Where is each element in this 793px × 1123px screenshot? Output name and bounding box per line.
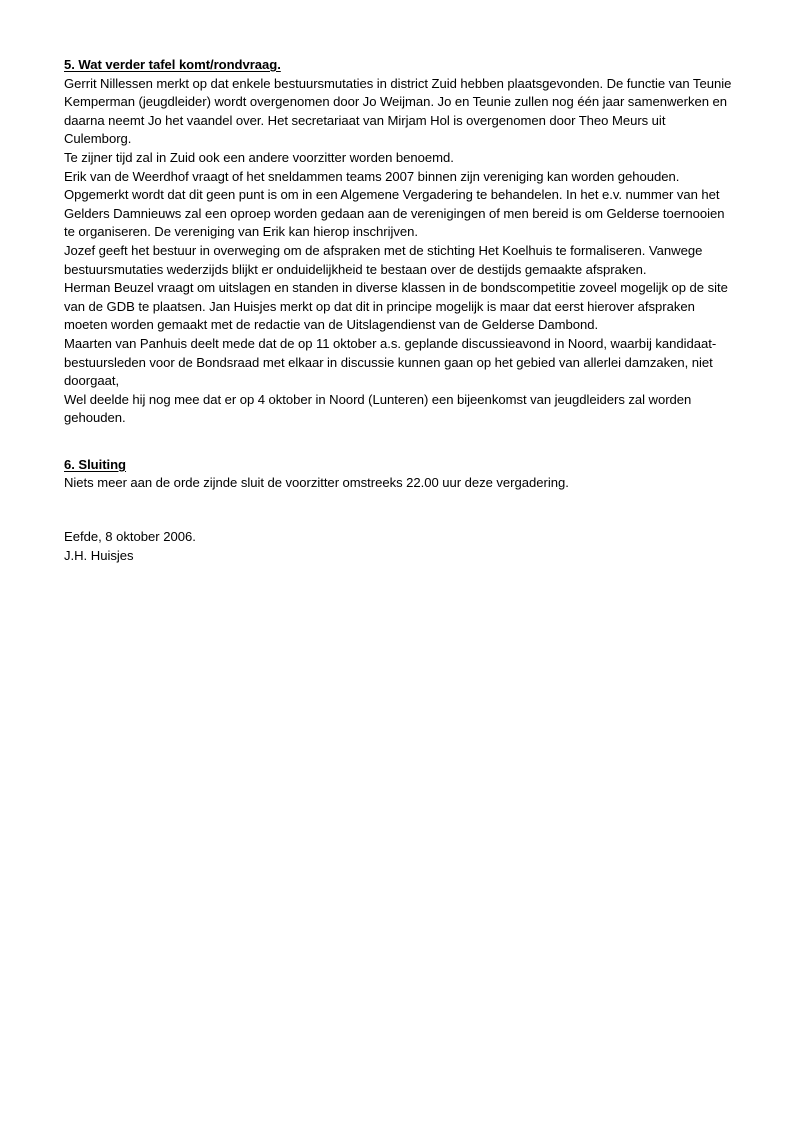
- paragraph-uitslagen-gdb-site: Herman Beuzel vraagt om uitslagen en standen in diverse klassen in de bondscompetitie zoveel mogelijk op de site van de GDB te plaatsen. Jan Huisjes merkt op dat dit in principe mogelijk is maar dat eerst hierover afspraken moeten worden gemaakt met de redactie van de Uitslagendienst van de Gelderse Dambond.: [64, 280, 728, 333]
- paragraph-sluiting: Niets meer aan de orde zijnde sluit de voorzitter omstreeks 22.00 uur deze vergadering.: [64, 475, 569, 491]
- paragraph-bestuursmutaties-zuid: Gerrit Nillessen merkt op dat enkele bestuursmutaties in district Zuid hebben plaatsgevonden. De functie van Teunie Kemperman (jeugdleider) wordt overgenomen door Jo Weijman. Jo en Teunie zullen nog één jaar samenwerken en daarna neemt Jo het vaandel over. Het secretariaat van Mirjam Hol is overgenomen door Theo Meurs uit Culemborg.: [64, 75, 732, 147]
- paragraph-koelhuis-afspraken: Jozef geeft het bestuur in overweging om de afspraken met de stichting Het Koelhuis te formaliseren. Vanwege bestuursmutaties wederzijds blijkt er onduidelijkheid te bestaan over de destijds gemaakte afspraken.: [64, 242, 703, 277]
- section-heading-rondvraag-line: [64, 56, 736, 75]
- signature-name: J.H. Huisjes: [64, 547, 134, 563]
- paragraph-sneldammen-teams: Erik van de Weerdhof vraagt of het sneldammen teams 2007 binnen zijn vereniging kan worden gehouden. Opgemerkt wordt dat dit geen punt is om in een Algemene Vergadering te behandelen. In het e.v. nummer van het Gelders Damnieuws zal een oproep worden gedaan aan de verenigingen of men bereid is om Gelderse toernooien te organiseren. De vereniging van Erik kan hierop inschrijven.: [64, 168, 725, 240]
- section-heading-sluiting: 6. Sluiting: [64, 456, 127, 472]
- signature-place-date: Eefde, 8 oktober 2006.: [64, 529, 196, 545]
- paragraph-bijeenkomst-jeugdleiders: Wel deelde hij nog mee dat er op 4 oktober in Noord (Lunteren) een bijeenkomst van jeugdleiders zal worden gehouden.: [64, 391, 692, 426]
- paragraph-discussieavond-noord: Maarten van Panhuis deelt mede dat de op 11 oktober a.s. geplande discussieavond in Noord, waarbij kandidaat-bestuursleden voor de Bondsraad met elkaar in discussie kunnen gaan op het gebied van allerlei damzaken, niet doorgaat,: [64, 335, 717, 389]
- section-heading-rondvraag: 5. Wat verder tafel komt/rondvraag.: [64, 57, 281, 72]
- document-body: [64, 56, 736, 565]
- signature-spacer: [64, 493, 736, 528]
- section-heading-sluiting-line: [64, 456, 736, 475]
- section-spacer: [64, 428, 736, 456]
- paragraph-nieuwe-voorzitter-zuid: Te zijner tijd zal in Zuid ook een andere voorzitter worden benoemd.: [64, 149, 454, 165]
